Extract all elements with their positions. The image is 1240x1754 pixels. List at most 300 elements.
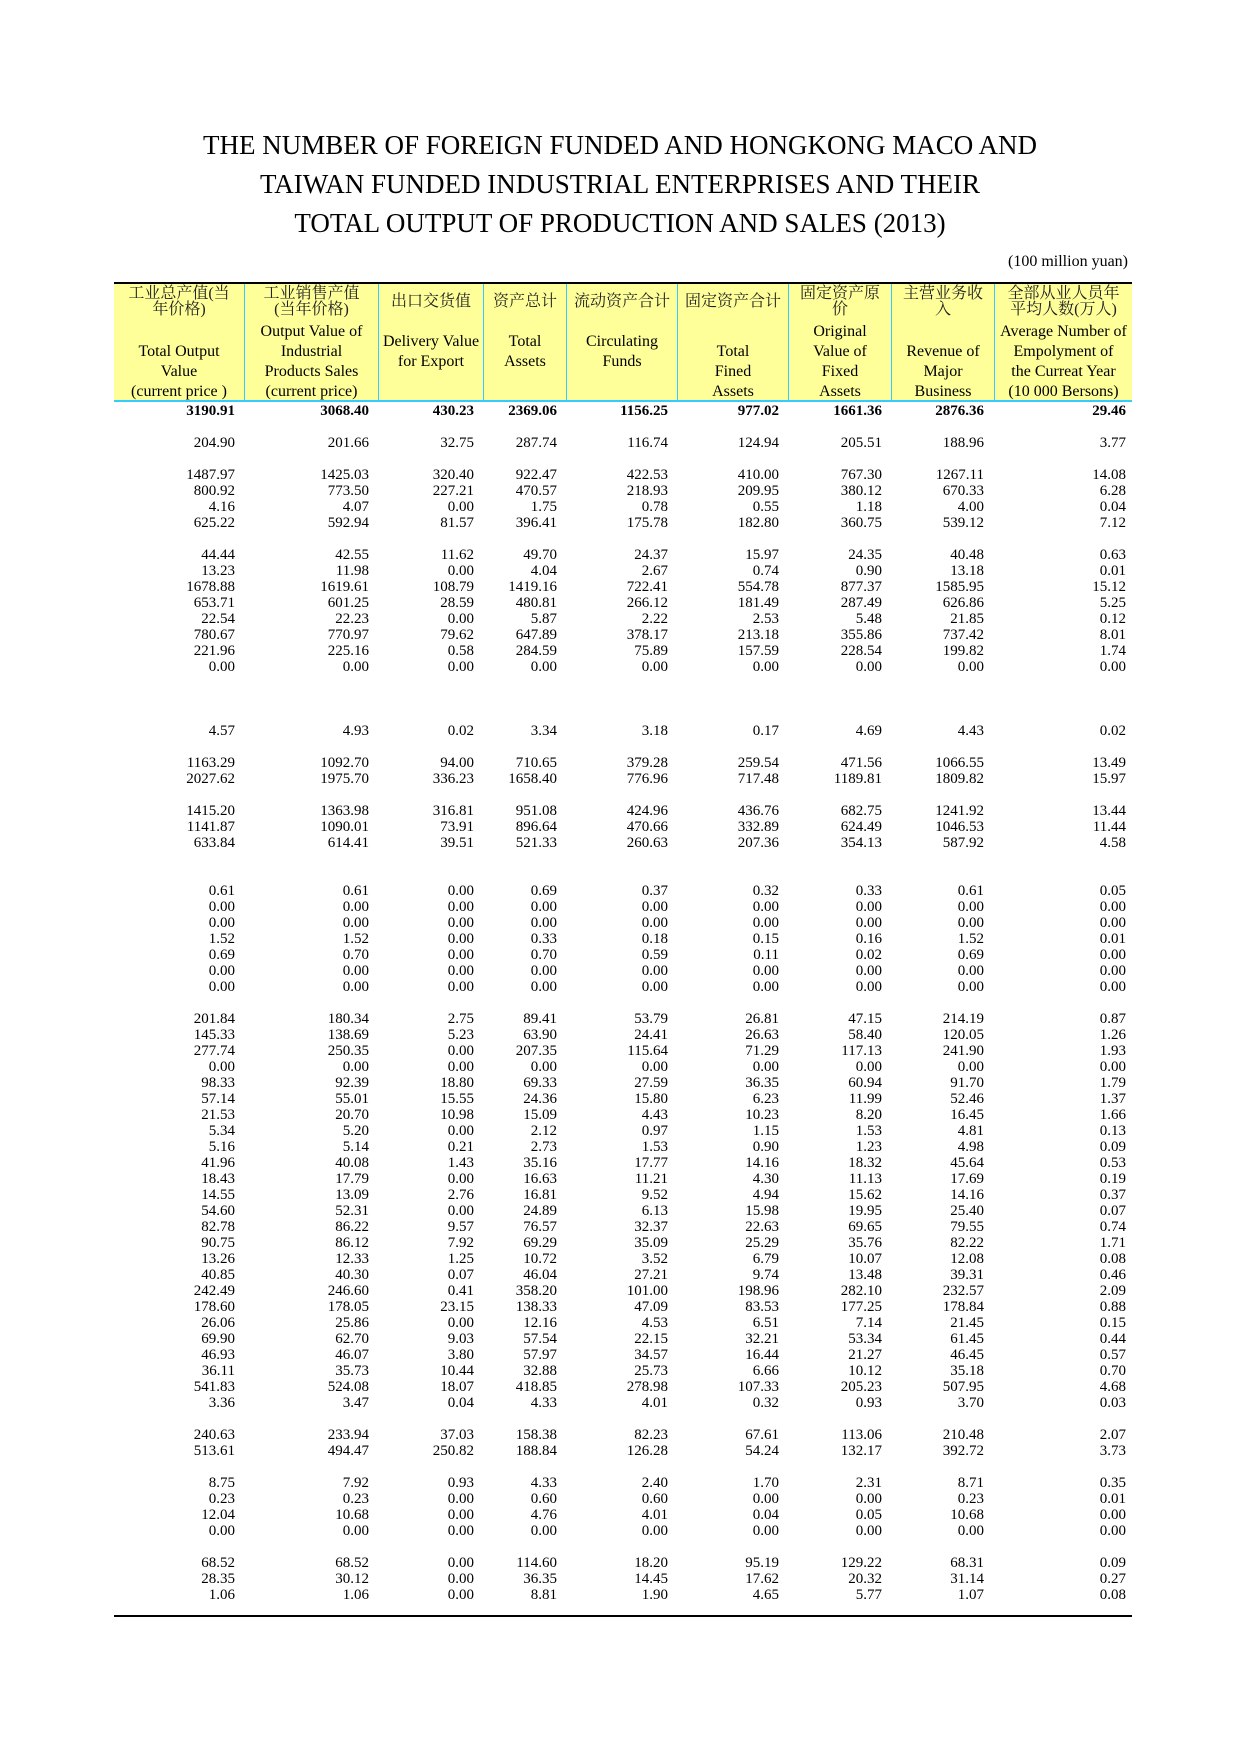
table-cell: 0.00 xyxy=(447,1587,474,1603)
table-cell: 1.25 xyxy=(447,1251,474,1267)
table-cell: 46.04 xyxy=(523,1267,557,1283)
table-cell: 32.75 xyxy=(440,435,474,451)
table-cell: 15.98 xyxy=(745,1203,779,1219)
table-cell: 0.00 xyxy=(957,1523,984,1539)
table-row xyxy=(0,563,1240,579)
table-cell: 380.12 xyxy=(840,483,882,499)
table-cell: 13.48 xyxy=(848,1267,882,1283)
table-cell: 0.00 xyxy=(641,1059,668,1075)
table-cell: 418.85 xyxy=(515,1379,557,1395)
table-cell: 287.74 xyxy=(515,435,557,451)
table-cell: 14.45 xyxy=(634,1571,668,1587)
table-cell: 0.00 xyxy=(957,659,984,675)
table-cell: 3190.91 xyxy=(186,403,235,419)
table-cell: 0.93 xyxy=(855,1395,882,1411)
table-cell: 34.57 xyxy=(634,1347,668,1363)
table-cell: 1585.95 xyxy=(935,579,984,595)
table-cell: 0.00 xyxy=(342,915,369,931)
table-cell: 13.44 xyxy=(1092,803,1126,819)
table-cell: 379.28 xyxy=(626,755,668,771)
table-cell: 0.00 xyxy=(1099,979,1126,995)
table-cell: 0.70 xyxy=(1099,1363,1126,1379)
table-cell: 0.70 xyxy=(342,947,369,963)
table-cell: 94.00 xyxy=(440,755,474,771)
table-cell: 4.58 xyxy=(1099,835,1126,851)
table-cell: 107.33 xyxy=(737,1379,779,1395)
table-cell: 2.67 xyxy=(641,563,668,579)
table-cell: 320.40 xyxy=(432,467,474,483)
table-cell: 0.12 xyxy=(1099,611,1126,627)
table-cell: 90.75 xyxy=(201,1235,235,1251)
table-cell: 3.70 xyxy=(957,1395,984,1411)
table-cell: 57.14 xyxy=(201,1091,235,1107)
table-cell: 0.08 xyxy=(1099,1251,1126,1267)
table-cell: 16.81 xyxy=(523,1187,557,1203)
table-cell: 480.81 xyxy=(515,595,557,611)
table-row xyxy=(0,1331,1240,1347)
table-cell: 0.00 xyxy=(957,899,984,915)
table-cell: 62.70 xyxy=(335,1331,369,1347)
table-cell: 0.00 xyxy=(447,1059,474,1075)
table-cell: 266.12 xyxy=(626,595,668,611)
table-cell: 9.52 xyxy=(641,1187,668,1203)
table-cell: 800.92 xyxy=(193,483,235,499)
table-cell: 1267.11 xyxy=(935,467,984,483)
table-cell: 625.22 xyxy=(193,515,235,531)
table-cell: 22.63 xyxy=(745,1219,779,1235)
header-zh-label xyxy=(484,294,566,310)
table-cell: 92.39 xyxy=(335,1075,369,1091)
table-cell: 951.08 xyxy=(515,803,557,819)
table-cell: 46.07 xyxy=(335,1347,369,1363)
table-cell: 410.00 xyxy=(737,467,779,483)
header-en-line: Output Value of xyxy=(260,323,363,340)
table-cell: 1.66 xyxy=(1099,1107,1126,1123)
table-cell: 0.33 xyxy=(855,883,882,899)
table-cell: 3.80 xyxy=(447,1347,474,1363)
table-cell: 1163.29 xyxy=(186,755,235,771)
header-zh-line: 出口交货值 xyxy=(390,293,471,310)
table-header xyxy=(114,282,1132,402)
header-en-label xyxy=(484,332,566,372)
table-cell: 14.55 xyxy=(201,1187,235,1203)
table-cell: 1141.87 xyxy=(186,819,235,835)
table-cell: 6.13 xyxy=(641,1203,668,1219)
table-cell: 145.33 xyxy=(193,1027,235,1043)
table-cell: 26.63 xyxy=(745,1027,779,1043)
table-cell: 10.68 xyxy=(335,1507,369,1523)
table-cell: 2.22 xyxy=(641,611,668,627)
table-row xyxy=(0,1075,1240,1091)
table-cell: 198.96 xyxy=(737,1283,779,1299)
table-cell: 670.33 xyxy=(942,483,984,499)
table-cell: 13.26 xyxy=(201,1251,235,1267)
table-cell: 6.79 xyxy=(752,1251,779,1267)
table-cell: 5.87 xyxy=(530,611,557,627)
table-cell: 246.60 xyxy=(327,1283,369,1299)
table-cell: 21.27 xyxy=(848,1347,882,1363)
table-cell: 0.00 xyxy=(447,1171,474,1187)
table-cell: 7.92 xyxy=(447,1235,474,1251)
header-zh-line: 固定资产原 xyxy=(799,285,880,302)
header-en-line: (10 000 Bersons) xyxy=(1008,383,1119,400)
table-row xyxy=(0,1427,1240,1443)
table-cell: 188.96 xyxy=(942,435,984,451)
table-cell: 21.45 xyxy=(950,1315,984,1331)
table-cell: 0.35 xyxy=(1099,1475,1126,1491)
table-cell: 18.43 xyxy=(201,1171,235,1187)
table-cell: 0.00 xyxy=(208,899,235,915)
table-cell: 79.55 xyxy=(950,1219,984,1235)
table-cell: 0.00 xyxy=(1099,1059,1126,1075)
table-cell: 354.13 xyxy=(840,835,882,851)
table-cell: 86.12 xyxy=(335,1235,369,1251)
table-cell: 12.33 xyxy=(335,1251,369,1267)
table-cell: 0.08 xyxy=(1099,1587,1126,1603)
table-cell: 0.00 xyxy=(447,499,474,515)
table-cell: 0.00 xyxy=(447,611,474,627)
table-cell: 4.04 xyxy=(530,563,557,579)
table-cell: 1.06 xyxy=(208,1587,235,1603)
table-cell: 0.00 xyxy=(752,659,779,675)
table-cell: 0.70 xyxy=(530,947,557,963)
header-en-line: Average Number of xyxy=(1000,323,1127,340)
header-zh-line: 价 xyxy=(831,301,848,318)
table-cell: 5.77 xyxy=(855,1587,882,1603)
table-cell: 0.00 xyxy=(447,883,474,899)
table-row xyxy=(0,1363,1240,1379)
table-cell: 10.98 xyxy=(440,1107,474,1123)
table-cell: 178.05 xyxy=(327,1299,369,1315)
table-cell: 3.77 xyxy=(1099,435,1126,451)
table-cell: 2.31 xyxy=(855,1475,882,1491)
table-cell: 0.00 xyxy=(641,963,668,979)
table-cell: 1.74 xyxy=(1099,643,1126,659)
table-row xyxy=(0,1011,1240,1027)
table-cell: 0.23 xyxy=(957,1491,984,1507)
header-zh-line: 入 xyxy=(934,301,951,318)
table-cell: 17.79 xyxy=(335,1171,369,1187)
table-cell: 25.40 xyxy=(950,1203,984,1219)
table-cell: 175.78 xyxy=(626,515,668,531)
table-cell: 1487.97 xyxy=(186,467,235,483)
table-cell: 68.52 xyxy=(201,1555,235,1571)
table-row xyxy=(0,931,1240,947)
table-cell: 2027.62 xyxy=(186,771,235,787)
table-cell: 24.35 xyxy=(848,547,882,563)
table-cell: 524.08 xyxy=(327,1379,369,1395)
table-cell: 1.26 xyxy=(1099,1027,1126,1043)
table-row xyxy=(0,755,1240,771)
table-cell: 29.46 xyxy=(1092,403,1126,419)
table-cell: 1.71 xyxy=(1099,1235,1126,1251)
table-cell: 24.41 xyxy=(634,1027,668,1043)
table-cell: 3068.40 xyxy=(320,403,369,419)
table-cell: 282.10 xyxy=(840,1283,882,1299)
table-cell: 0.00 xyxy=(342,899,369,915)
table-cell: 4.93 xyxy=(342,723,369,739)
table-cell: 3.34 xyxy=(530,723,557,739)
table-cell: 39.51 xyxy=(440,835,474,851)
table-cell: 521.33 xyxy=(515,835,557,851)
table-cell: 18.32 xyxy=(848,1155,882,1171)
table-cell: 95.19 xyxy=(745,1555,779,1571)
table-cell: 0.00 xyxy=(855,915,882,931)
header-en-line: Funds xyxy=(602,353,642,370)
table-cell: 1156.25 xyxy=(620,403,668,419)
table-cell: 241.90 xyxy=(942,1043,984,1059)
table-row xyxy=(0,1235,1240,1251)
table-cell: 4.98 xyxy=(957,1139,984,1155)
table-cell: 69.33 xyxy=(523,1075,557,1091)
table-cell: 977.02 xyxy=(737,403,779,419)
header-zh-label xyxy=(995,286,1132,318)
header-zh-line: 资产总计 xyxy=(492,293,557,310)
table-cell: 0.02 xyxy=(1099,723,1126,739)
table-cell: 10.07 xyxy=(848,1251,882,1267)
table-cell: 513.61 xyxy=(193,1443,235,1459)
table-cell: 0.00 xyxy=(208,915,235,931)
table-cell: 207.35 xyxy=(515,1043,557,1059)
table-cell: 0.00 xyxy=(447,1315,474,1331)
table-cell: 54.24 xyxy=(745,1443,779,1459)
table-cell: 0.00 xyxy=(1099,947,1126,963)
table-cell: 35.73 xyxy=(335,1363,369,1379)
table-cell: 3.18 xyxy=(641,723,668,739)
table-cell: 355.86 xyxy=(840,627,882,643)
table-cell: 98.33 xyxy=(201,1075,235,1091)
header-en-line: Original xyxy=(813,323,867,340)
table-cell: 0.41 xyxy=(447,1283,474,1299)
table-cell: 35.18 xyxy=(950,1363,984,1379)
table-cell: 436.76 xyxy=(737,803,779,819)
table-cell: 541.83 xyxy=(193,1379,235,1395)
table-row xyxy=(0,1507,1240,1523)
table-cell: 682.75 xyxy=(840,803,882,819)
table-cell: 2.76 xyxy=(447,1187,474,1203)
header-zh-line: 平均人数(万人) xyxy=(1010,301,1117,318)
table-row xyxy=(0,1123,1240,1139)
table-cell: 4.01 xyxy=(641,1507,668,1523)
table-row xyxy=(0,643,1240,659)
table-cell: 25.29 xyxy=(745,1235,779,1251)
table-cell: 0.00 xyxy=(641,1523,668,1539)
table-cell: 47.15 xyxy=(848,1011,882,1027)
header-en-line: Major xyxy=(923,363,963,380)
table-cell: 8.71 xyxy=(957,1475,984,1491)
table-cell: 22.23 xyxy=(335,611,369,627)
table-cell: 63.90 xyxy=(523,1027,557,1043)
table-cell: 10.12 xyxy=(848,1363,882,1379)
table-cell: 0.00 xyxy=(447,899,474,915)
table-row xyxy=(0,547,1240,563)
table-cell: 31.14 xyxy=(950,1571,984,1587)
table-cell: 0.00 xyxy=(1099,1507,1126,1523)
table-row xyxy=(0,1027,1240,1043)
table-cell: 232.57 xyxy=(942,1283,984,1299)
table-cell: 8.01 xyxy=(1099,627,1126,643)
table-row-total xyxy=(0,403,1240,419)
table-cell: 722.41 xyxy=(626,579,668,595)
table-row xyxy=(0,771,1240,787)
table-row xyxy=(0,835,1240,851)
table-cell: 180.34 xyxy=(327,1011,369,1027)
table-cell: 0.63 xyxy=(1099,547,1126,563)
table-cell: 9.03 xyxy=(447,1331,474,1347)
table-cell: 116.74 xyxy=(627,435,668,451)
table-cell: 24.89 xyxy=(523,1203,557,1219)
header-zh-line: 主营业务收 xyxy=(902,285,983,302)
table-cell: 0.00 xyxy=(752,1059,779,1075)
table-cell: 233.94 xyxy=(327,1427,369,1443)
table-cell: 0.00 xyxy=(208,979,235,995)
table-cell: 76.57 xyxy=(523,1219,557,1235)
header-en-label xyxy=(678,322,788,402)
table-cell: 6.51 xyxy=(752,1315,779,1331)
title-line-2: TAIWAN FUNDED INDUSTRIAL ENTERPRISES AND THEIR xyxy=(259,169,981,199)
table-cell: 32.37 xyxy=(634,1219,668,1235)
table-cell: 0.00 xyxy=(752,979,779,995)
table-cell: 44.44 xyxy=(201,547,235,563)
header-zh-label xyxy=(567,294,677,310)
table-row xyxy=(0,1091,1240,1107)
table-row xyxy=(0,1315,1240,1331)
header-col-8 xyxy=(891,284,994,400)
table-cell: 0.00 xyxy=(1099,1523,1126,1539)
table-cell: 22.15 xyxy=(634,1331,668,1347)
table-row xyxy=(0,1155,1240,1171)
table-row xyxy=(0,1347,1240,1363)
table-cell: 259.54 xyxy=(737,755,779,771)
table-cell: 0.01 xyxy=(1099,931,1126,947)
table-cell: 0.00 xyxy=(855,1059,882,1075)
table-cell: 896.64 xyxy=(515,819,557,835)
table-cell: 69.65 xyxy=(848,1219,882,1235)
table-cell: 108.79 xyxy=(432,579,474,595)
table-row xyxy=(0,627,1240,643)
table-cell: 1.75 xyxy=(530,499,557,515)
table-cell: 10.23 xyxy=(745,1107,779,1123)
table-cell: 227.21 xyxy=(432,483,474,499)
table-cell: 35.76 xyxy=(848,1235,882,1251)
table-cell: 0.27 xyxy=(1099,1571,1126,1587)
table-row xyxy=(0,1251,1240,1267)
table-cell: 5.34 xyxy=(208,1123,235,1139)
table-cell: 40.85 xyxy=(201,1267,235,1283)
table-cell: 28.59 xyxy=(440,595,474,611)
header-en-line: Products Sales xyxy=(264,363,359,380)
table-cell: 1092.70 xyxy=(320,755,369,771)
table-cell: 0.15 xyxy=(1099,1315,1126,1331)
table-cell: 392.72 xyxy=(942,1443,984,1459)
table-cell: 1.52 xyxy=(208,931,235,947)
table-cell: 188.84 xyxy=(515,1443,557,1459)
table-cell: 2.12 xyxy=(530,1123,557,1139)
header-zh-line: 年价格) xyxy=(152,301,206,318)
table-cell: 0.05 xyxy=(1099,883,1126,899)
table-cell: 2.40 xyxy=(641,1475,668,1491)
table-cell: 0.78 xyxy=(641,499,668,515)
table-cell: 0.16 xyxy=(855,931,882,947)
table-cell: 204.90 xyxy=(193,435,235,451)
table-cell: 3.47 xyxy=(342,1395,369,1411)
table-cell: 81.57 xyxy=(440,515,474,531)
table-cell: 7.12 xyxy=(1099,515,1126,531)
header-en-line: Delivery Value xyxy=(382,333,480,350)
table-cell: 0.61 xyxy=(208,883,235,899)
table-cell: 0.74 xyxy=(1099,1219,1126,1235)
table-cell: 424.96 xyxy=(626,803,668,819)
table-row xyxy=(0,1219,1240,1235)
table-cell: 0.00 xyxy=(447,1203,474,1219)
table-cell: 32.88 xyxy=(523,1363,557,1379)
table-cell: 0.19 xyxy=(1099,1171,1126,1187)
table-cell: 5.20 xyxy=(342,1123,369,1139)
table-cell: 0.00 xyxy=(447,1491,474,1507)
table-cell: 57.54 xyxy=(523,1331,557,1347)
table-row xyxy=(0,1187,1240,1203)
table-row xyxy=(0,515,1240,531)
header-zh-label xyxy=(379,294,483,310)
table-cell: 0.00 xyxy=(641,915,668,931)
table-cell: 5.48 xyxy=(855,611,882,627)
table-cell: 0.00 xyxy=(855,1523,882,1539)
table-row xyxy=(0,899,1240,915)
table-cell: 15.80 xyxy=(634,1091,668,1107)
table-cell: 0.00 xyxy=(447,931,474,947)
table-row xyxy=(0,483,1240,499)
table-cell: 0.55 xyxy=(752,499,779,515)
table-cell: 11.98 xyxy=(335,563,369,579)
table-row xyxy=(0,435,1240,451)
table-cell: 8.75 xyxy=(208,1475,235,1491)
table-cell: 4.30 xyxy=(752,1171,779,1187)
table-cell: 0.59 xyxy=(641,947,668,963)
table-cell: 2.07 xyxy=(1099,1427,1126,1443)
table-row xyxy=(0,1171,1240,1187)
table-cell: 1658.40 xyxy=(508,771,557,787)
table-cell: 780.67 xyxy=(193,627,235,643)
table-cell: 0.37 xyxy=(641,883,668,899)
table-cell: 737.42 xyxy=(942,627,984,643)
header-en-label xyxy=(995,322,1132,402)
header-en-line: Assets xyxy=(504,353,546,370)
table-cell: 0.00 xyxy=(447,659,474,675)
table-cell: 117.13 xyxy=(841,1043,882,1059)
table-cell: 471.56 xyxy=(840,755,882,771)
table-cell: 0.00 xyxy=(447,1123,474,1139)
table-cell: 5.16 xyxy=(208,1139,235,1155)
table-cell: 39.31 xyxy=(950,1267,984,1283)
table-cell: 0.00 xyxy=(855,659,882,675)
table-cell: 0.00 xyxy=(447,1571,474,1587)
table-cell: 47.09 xyxy=(634,1299,668,1315)
table-cell: 225.16 xyxy=(327,643,369,659)
table-row xyxy=(0,1379,1240,1395)
table-row xyxy=(0,1267,1240,1283)
table-cell: 2.09 xyxy=(1099,1283,1126,1299)
table-cell: 15.55 xyxy=(440,1091,474,1107)
header-en-line: Value xyxy=(160,363,198,380)
header-en-line: Fixed xyxy=(821,363,859,380)
table-cell: 332.89 xyxy=(737,819,779,835)
table-cell: 0.00 xyxy=(1099,915,1126,931)
table-cell: 1.52 xyxy=(342,931,369,947)
table-cell: 1.37 xyxy=(1099,1091,1126,1107)
table-cell: 12.08 xyxy=(950,1251,984,1267)
table-cell: 0.00 xyxy=(208,1523,235,1539)
table-cell: 52.31 xyxy=(335,1203,369,1219)
